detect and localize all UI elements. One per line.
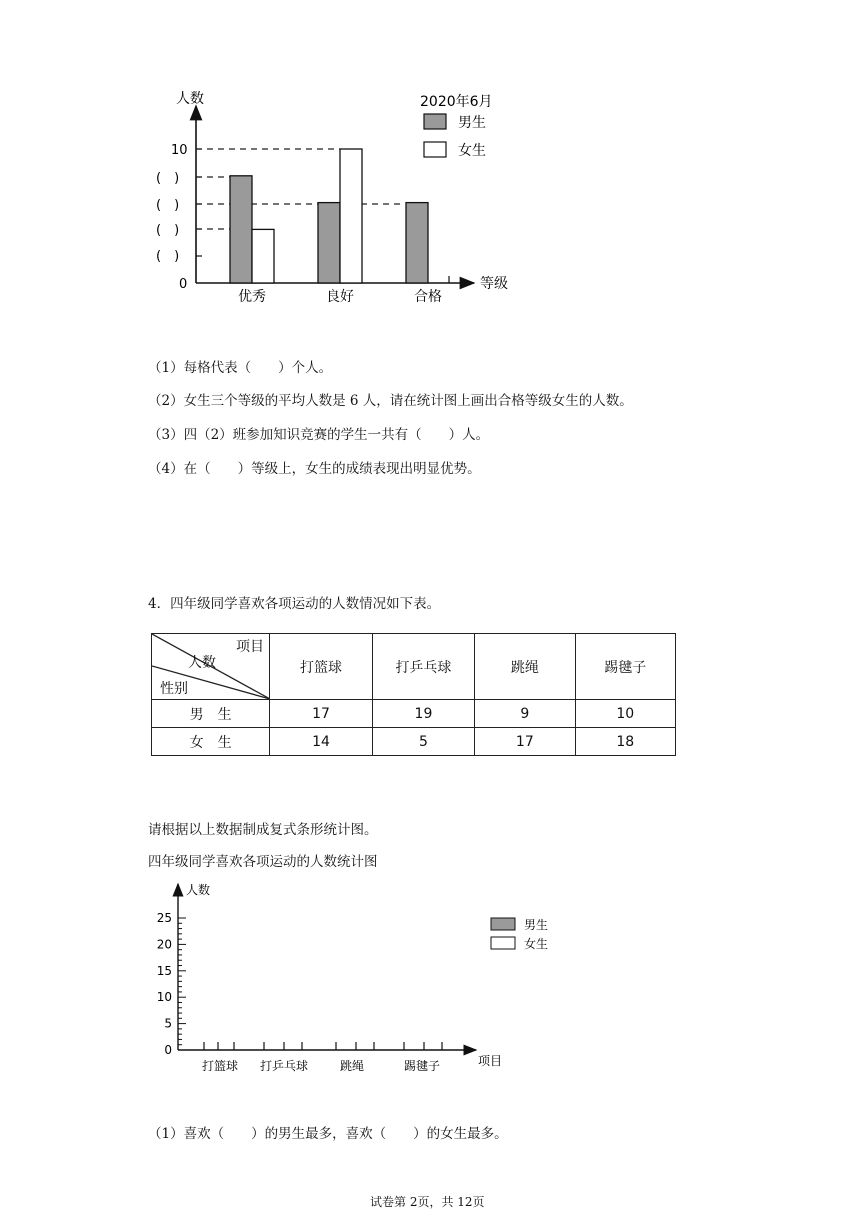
legend-title: 2020年6月: [420, 94, 493, 110]
x-tick-label: 踢毽子: [404, 1059, 441, 1073]
x-tick-label: 打篮球: [202, 1059, 239, 1073]
row-label: 女 生: [152, 728, 270, 756]
y-blank-tick: ( ): [156, 171, 180, 186]
table-cell: 17: [270, 700, 372, 728]
q3-sub4: （4）在（ ）等级上，女生的成绩表现出明显优势。: [148, 461, 481, 477]
sports-bar-chart-blank: [0, 870, 860, 1085]
corner-bottom: 性别: [160, 681, 188, 697]
table-cell: 9: [475, 700, 575, 728]
sports-table: [151, 633, 676, 756]
chart2-title: 四年级同学喜欢各项运动的人数统计图: [148, 854, 378, 870]
y-blank-tick: ( ): [156, 223, 180, 238]
y-tick-label: 25: [156, 911, 172, 925]
x-axis-label: 项目: [478, 1054, 503, 1068]
legend-label-male: 男生: [524, 918, 549, 932]
legend-swatch-female: [491, 937, 515, 949]
bar-female-0: [252, 229, 274, 283]
q4-instruction: 请根据以上数据制成复式条形统计图。: [148, 822, 378, 838]
x-tick-label: 良好: [326, 289, 354, 305]
y-tick-label: 5: [164, 1016, 172, 1031]
corner-top: 项目: [236, 639, 264, 655]
legend-swatch-male: [491, 918, 515, 930]
table-cell: 14: [270, 728, 372, 756]
page-footer: 试卷第 2页，共 12页: [370, 1195, 485, 1209]
table-row: [152, 728, 676, 756]
y-tick-label: 10: [156, 990, 172, 1005]
legend-label-male: 男生: [458, 115, 486, 131]
y-axis-label: 人数: [176, 91, 204, 107]
table-cell: 17: [475, 728, 575, 756]
table-cell: 18: [575, 728, 675, 756]
row-label: 男 生: [152, 700, 270, 728]
header-cell: 跳绳: [475, 634, 575, 700]
bar-male-2: [406, 203, 428, 283]
x-tick-label: 合格: [414, 289, 442, 305]
q3-sub1: （1）每格代表（ ）个人。: [148, 360, 333, 376]
legend-label-female: 女生: [524, 937, 549, 951]
legend-swatch-male: [424, 114, 446, 129]
x-tick-label: 跳绳: [340, 1059, 365, 1073]
bar-female-1: [340, 149, 362, 283]
table-row: [152, 700, 676, 728]
q4-title: 4．四年级同学喜欢各项运动的人数情况如下表。: [148, 596, 441, 612]
corner-cell: [152, 634, 270, 700]
y-axis-label: 人数: [186, 883, 211, 897]
y-blank-tick: ( ): [156, 198, 180, 213]
x-axis-label: 等级: [480, 276, 508, 292]
header-cell: 打篮球: [270, 634, 372, 700]
corner-mid: 人数: [188, 655, 216, 671]
legend-label-female: 女生: [458, 143, 486, 159]
legend-swatch-female: [424, 142, 446, 157]
header-cell: 打乒乓球: [372, 634, 474, 700]
x-tick-label: 打乒乓球: [260, 1059, 309, 1073]
y-blank-tick: ( ): [156, 249, 180, 264]
table-cell: 10: [575, 700, 675, 728]
q3-sub3: （3）四（2）班参加知识竞赛的学生一共有（ ）人。: [148, 427, 490, 443]
table-cell: 5: [372, 728, 474, 756]
bar-male-0: [230, 176, 252, 283]
y-tick-10: 10: [171, 143, 188, 158]
q4-sub1: （1）喜欢（ ）的男生最多，喜欢（ ）的女生最多。: [148, 1126, 508, 1142]
y-tick-label: 0: [164, 1043, 172, 1057]
y-tick-label: 15: [156, 963, 172, 978]
x-tick-label: 优秀: [238, 289, 266, 305]
bar-male-1: [318, 203, 340, 283]
y-tick-0: 0: [179, 277, 188, 292]
grade-bar-chart: [0, 0, 860, 320]
y-tick-label: 20: [156, 937, 172, 952]
q3-sub2: （2）女生三个等级的平均人数是 6 人，请在统计图上画出合格等级女生的人数。: [148, 393, 633, 409]
table-cell: 19: [372, 700, 474, 728]
header-cell: 踢毽子: [575, 634, 675, 700]
